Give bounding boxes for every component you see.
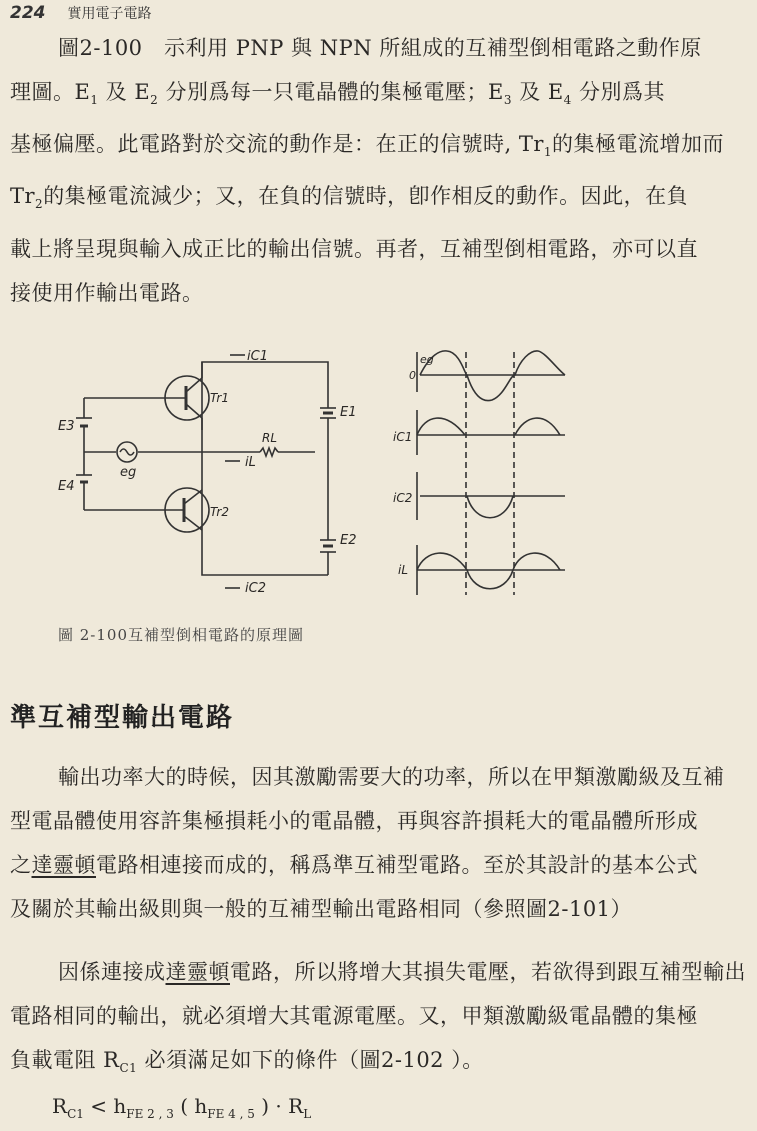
formula: $R_{C1} < h_{FE 2 , 3}$ ( $h_{FE 4 , 5}$ ) · $R_L$ <box>52 1094 312 1121</box>
p3-line1: 因係連接成達靈頓電路，所以將增大其損失電壓，若欲得到跟互補型輸出 <box>58 960 746 984</box>
paragraph-2 <box>10 755 750 931</box>
paragraph-3 <box>10 950 750 1090</box>
p2-line3: 之達靈頓電路相連接而成的，稱爲準互補型電路。至於其設計的基本公式 <box>10 853 698 877</box>
p1-line5: 載上將呈現與輸入成正比的輸出信號。再者，互補型倒相電路，亦可以直 <box>10 236 698 261</box>
svg-text:iC1: iC1 <box>247 349 268 364</box>
p1-line4: $Tr_2$的集極電流減少；又，在負的信號時，卽作相反的動作。因此，在負 <box>10 184 689 212</box>
page-number: 224 <box>10 3 46 23</box>
figure-2-100 <box>50 330 580 610</box>
svg-text:Tr2: Tr2 <box>210 505 229 519</box>
circuit-diagram <box>50 330 580 610</box>
p3-line3: 負載電阻 $R_{C1}$ 必須滿足如下的條件（圖2-102 ）。 <box>10 1048 484 1076</box>
svg-text:Tr1: Tr1 <box>210 391 229 405</box>
svg-text:E2: E2 <box>340 533 357 548</box>
p2-line2: 型電晶體使用容許集極損耗小的電晶體，再與容許損耗大的電晶體所形成 <box>10 809 698 833</box>
svg-text:iL: iL <box>245 455 256 470</box>
svg-text:iC1: iC1 <box>393 430 413 444</box>
p2-line1: 輸出功率大的時候，因其激勵需要大的功率，所以在甲類激勵級及互補 <box>58 765 725 789</box>
p1-line3: 基極偏壓。此電路對於交流的動作是：在正的信號時, $Tr_1$的集極電流增加而 <box>10 132 725 160</box>
p2-line4: 及關於其輸出級則與一般的互補型輸出電路相同（參照圖2-101） <box>10 897 633 921</box>
svg-text:E1: E1 <box>340 405 357 420</box>
p1-line1: 圖2-100 示利用 PNP 與 NPN 所組成的互補型倒相電路之動作原 <box>58 36 702 60</box>
book-title: 實用電子電路 <box>67 6 152 22</box>
svg-text:E3: E3 <box>58 419 75 434</box>
p3-line2: 電路相同的輸出，就必須增大其電源電壓。又，甲類激勵級電晶體的集極 <box>10 1004 698 1028</box>
svg-text:RL: RL <box>262 431 278 445</box>
p1-line2: 理圖。$E_1$ 及 $E_2$ 分別爲每一只電晶體的集極電壓；$E_3$ 及 $E_4$ 分別爲其 <box>10 80 665 108</box>
p1-line6: 接使用作輸出電路。 <box>10 280 204 305</box>
section-title: 準互補型輸出電路 <box>10 703 235 733</box>
paragraph-1 <box>10 26 750 315</box>
svg-text:iC2: iC2 <box>245 581 266 596</box>
page-header <box>10 3 152 23</box>
svg-text:iC2: iC2 <box>393 491 413 505</box>
svg-text:E4: E4 <box>58 479 75 494</box>
svg-text:eg: eg <box>120 465 137 480</box>
svg-text:eg: eg <box>420 353 434 366</box>
figure-caption: 圖 2-100互補型倒相電路的原理圖 <box>58 626 305 644</box>
svg-text:0: 0 <box>409 369 416 382</box>
svg-text:iL: iL <box>398 563 409 577</box>
